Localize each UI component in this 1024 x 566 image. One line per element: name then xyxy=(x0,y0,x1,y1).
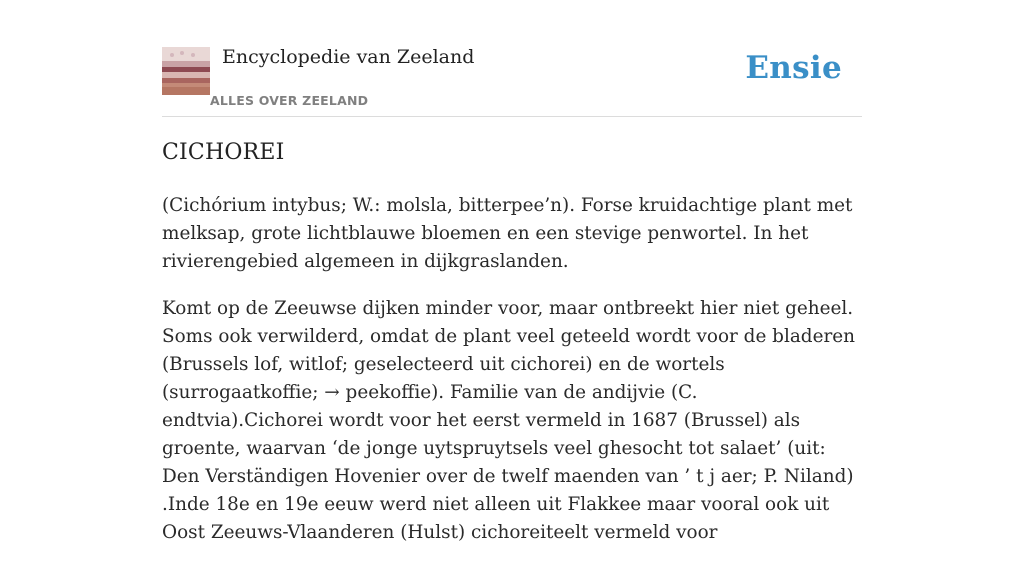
ensie-logo-link[interactable]: Ensie xyxy=(745,50,842,86)
article-body xyxy=(162,192,862,566)
site-title[interactable]: Encyclopedie van Zeeland xyxy=(222,46,475,68)
article-paragraph: Komt op de Zeeuwse dijken minder voor, maar ontbreekt hier niet geheel. Soms ook verwilderd, omdat de plant veel geteeld wordt voor de bladeren (Brussels lof, witlof; geselecteerd uit cichorei) en de wortels (surrogaatkoffie; → peekoffie). Familie van de andijvie (C. endtvia).Cichorei wordt voor het eerst vermeld in 1687 (Brussel) als groente, waarvan ‘de jonge uytspruytsels veel ghesocht tot salaet’ (uit: Den Verständigen Hovenier over de twelf maenden van ’ t j aer; P. Niland) .Inde 18e en 19e eeuw werd niet alleen uit Flakkee maar vooral ook uit Oost Zeeuws-Vlaanderen (Hulst) cichoreiteelt vermeld voor xyxy=(162,298,855,543)
article-paragraph: (Cichórium intybus; W.: molsla, bitterpee’n). Forse kruidachtige plant met melksap, grote lichtblauwe bloemen en een stevige penwortel. In het rivierengebied algemeen in dijkgraslanden. xyxy=(162,195,853,272)
site-subtitle: ALLES OVER ZEELAND xyxy=(210,93,369,108)
avatar-image xyxy=(162,47,210,95)
book-stack-avatar-icon[interactable] xyxy=(162,47,210,95)
site-header xyxy=(162,40,862,117)
article-title: CICHOREI xyxy=(162,140,285,165)
